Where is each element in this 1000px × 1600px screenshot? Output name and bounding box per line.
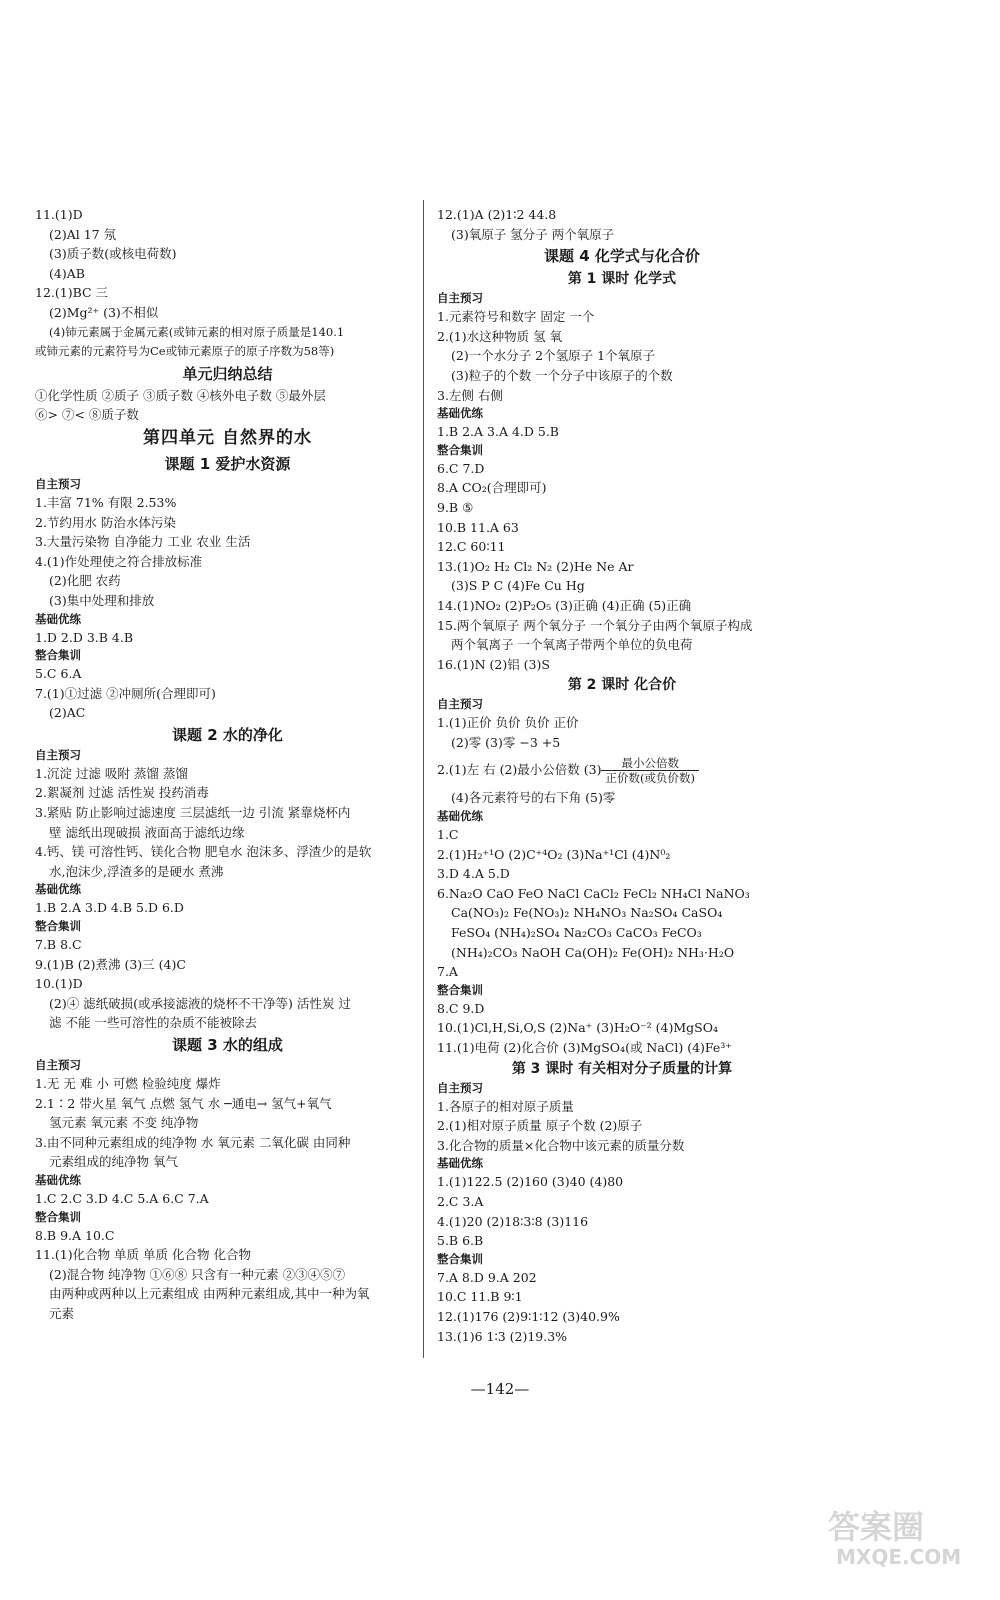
answer-line: 13.(1)6 1∶3 (2)19.3% <box>437 1328 568 1344</box>
period-title: 第 2 课时 化合价 <box>567 677 677 694</box>
answer-line: 12.C 60∶11 <box>437 539 506 555</box>
answer-line: (2)Al 17 氖 <box>49 226 117 242</box>
answer-line: 12.(1)176 (2)9∶1∶12 (3)40.9% <box>437 1308 620 1324</box>
answer-line: 10.C 11.B 9∶1 <box>437 1289 523 1305</box>
answer-line: (2)化肥 农药 <box>49 573 121 589</box>
section-label: 基础优练 <box>437 1156 483 1171</box>
answer-line: 10.(1)Cl,H,Si,O,S (2)Na⁺ (3)H₂O⁻² (4)MgSO₄ <box>437 1020 718 1036</box>
answer-line: 9.(1)B (2)煮沸 (3)三 (4)C <box>35 956 186 972</box>
answer-line: 由两种或两种以上元素组成 由两种元素组成,其中一种为氧 <box>49 1286 370 1302</box>
answer-line: 15.两个氧原子 两个氧分子 一个氧分子由两个氧原子构成 <box>437 617 753 633</box>
answer-line: 水,泡沫少,浮渣多的是硬水 煮沸 <box>49 863 224 879</box>
answer-line: 滤 不能 一些可溶性的杂质不能被除去 <box>49 1015 257 1031</box>
answer-line: 2.(1)水这种物质 氢 氧 <box>437 328 563 344</box>
section-label: 自主预习 <box>437 697 483 712</box>
answer-line: 5.B 6.B <box>437 1233 484 1249</box>
answer-line: ①化学性质 ②质子 ③质子数 ④核外电子数 ⑤最外层 <box>35 387 326 403</box>
answer-line: 氢元素 氧元素 不变 纯净物 <box>49 1115 199 1131</box>
answer-line: Ca(NO₃)₂ Fe(NO₃)₂ NH₄NO₃ Na₂SO₄ CaSO₄ <box>451 905 723 921</box>
answer-line: 1.(1)122.5 (2)160 (3)40 (4)80 <box>437 1174 624 1190</box>
answer-line: 6.C 7.D <box>437 460 485 476</box>
answer-line: 8.B 9.A 10.C <box>35 1227 115 1243</box>
answer-text: 2.(1)左 右 (2)最小公倍数 (3) <box>437 762 602 778</box>
section-label: 基础优练 <box>35 882 81 897</box>
section-label: 自主预习 <box>35 476 81 491</box>
svg-text:MXQE.COM: MXQE.COM <box>836 1545 962 1569</box>
section-label: 整合集训 <box>437 442 483 457</box>
section-label: 自主预习 <box>437 1080 483 1095</box>
answer-line: 8.C 9.D <box>437 1000 485 1016</box>
answer-line: 11.(1)D <box>35 207 83 222</box>
lesson-title: 课题 1 爱护水资源 <box>164 454 291 473</box>
section-label: 基础优练 <box>437 406 483 421</box>
lesson-title: 单元归纳总结 <box>182 364 273 383</box>
answer-line: 1.丰富 71% 有限 2.53% <box>35 494 177 510</box>
answer-line: 12.(1)BC 三 <box>35 285 109 301</box>
period-title: 第 1 课时 化学式 <box>567 271 677 288</box>
svg-text:答案圈: 答案圈 <box>828 1508 925 1546</box>
answer-line: 壁 滤纸出现破损 液面高于滤纸边缘 <box>49 824 245 840</box>
page-number: —142— <box>470 1380 530 1398</box>
answer-line: 元素 <box>49 1305 75 1321</box>
answer-line: (2)Mg²⁺ (3)不相似 <box>49 304 159 320</box>
column-divider <box>423 200 424 1358</box>
answer-line: 2.(1)H₂⁺¹O (2)C⁺⁴O₂ (3)Na⁺¹Cl (4)N⁰₂ <box>437 846 671 862</box>
answer-line: 14.(1)NO₂ (2)P₂O₅ (3)正确 (4)正确 (5)正确 <box>437 597 692 613</box>
right-column <box>437 205 807 1346</box>
answer-line: 11.(1)化合物 单质 单质 化合物 化合物 <box>35 1247 251 1263</box>
answer-line: 16.(1)N (2)铝 (3)S <box>437 656 550 672</box>
left-column <box>35 205 420 1324</box>
answer-line: 4.(1)20 (2)18∶3∶8 (3)116 <box>437 1213 589 1229</box>
answer-line: 或铈元素的元素符号为Ce或铈元素原子的原子序数为58等) <box>35 344 335 359</box>
answer-line: 元素组成的纯净物 氧气 <box>49 1154 178 1170</box>
answer-line: 10.B 11.A 63 <box>437 519 519 535</box>
answer-line: (2)零 (3)零 −3 +5 <box>451 734 561 750</box>
section-label: 整合集训 <box>437 1251 483 1266</box>
section-label: 基础优练 <box>35 1172 81 1187</box>
answer-line: (4)AB <box>49 265 85 281</box>
answer-line: 两个氧离子 一个氧离子带两个单位的负电荷 <box>451 637 693 653</box>
section-label: 整合集训 <box>35 648 81 663</box>
answer-line: 6.Na₂O CaO FeO NaCl CaCl₂ FeCl₂ NH₄Cl NaNO₃ <box>437 885 750 901</box>
answer-line: 7.A 8.D 9.A 202 <box>437 1269 537 1285</box>
section-label: 自主预习 <box>437 291 483 306</box>
answer-line-fraction <box>437 752 807 788</box>
answer-line: (4)铈元素属于金属元素(或铈元素的相对原子质量是140.1 <box>49 324 345 339</box>
answer-line: (3)粒子的个数 一个分子中该原子的个数 <box>451 367 673 383</box>
answer-line: 3.左侧 右侧 <box>437 387 503 403</box>
answer-line: 1.各原子的相对原子质量 <box>437 1098 574 1114</box>
section-label: 自主预习 <box>35 747 81 762</box>
answer-line: 1.C 2.C 3.D 4.C 5.A 6.C 7.A <box>35 1190 209 1206</box>
answer-line: 1.B 2.A 3.D 4.B 5.D 6.D <box>35 900 184 916</box>
answer-line: 7.(1)①过滤 ②冲厕所(合理即可) <box>35 685 216 701</box>
answer-line: 5.C 6.A <box>35 666 82 682</box>
section-label: 整合集训 <box>437 982 483 997</box>
unit-title: 第四单元 自然界的水 <box>143 427 312 448</box>
answer-line: 12.(1)A (2)1∶2 44.8 <box>437 207 557 222</box>
answer-line: 7.A <box>437 964 458 980</box>
fraction-numerator: 最小公倍数 <box>601 756 698 771</box>
answer-line: (3)S P C (4)Fe Cu Hg <box>451 578 585 594</box>
answer-line: (NH₄)₂CO₃ NaOH Ca(OH)₂ Fe(OH)₂ NH₃·H₂O <box>451 944 735 960</box>
answer-line: 1.沉淀 过滤 吸附 蒸馏 蒸馏 <box>35 765 188 781</box>
answer-line: 13.(1)O₂ H₂ Cl₂ N₂ (2)He Ne Ar <box>437 558 634 574</box>
answer-line: 3.化合物的质量×化合物中该元素的质量分数 <box>437 1137 685 1153</box>
answer-line: 2.1∶2 带火星 氧气 点燃 氢气 水 ─通电→ 氢气+氧气 <box>35 1095 332 1111</box>
fraction <box>601 756 698 785</box>
section-label: 基础优练 <box>437 809 483 824</box>
section-label: 自主预习 <box>35 1058 81 1072</box>
answer-line: (2)AC <box>49 705 86 721</box>
answer-line: 1.(1)正价 负价 负价 正价 <box>437 715 579 731</box>
answer-line: (3)氧原子 氢分子 两个氧原子 <box>451 226 615 242</box>
answer-line: (3)集中处理和排放 <box>49 592 155 608</box>
answer-line: 2.C 3.A <box>437 1193 484 1209</box>
watermark-logo <box>822 1500 982 1570</box>
section-label: 基础优练 <box>35 611 81 626</box>
answer-line: FeSO₄ (NH₄)₂SO₄ Na₂CO₃ CaCO₃ FeCO₃ <box>451 925 702 941</box>
answer-line: 1.无 无 难 小 可燃 检验纯度 爆炸 <box>35 1076 221 1091</box>
answer-line: 9.B ⑤ <box>437 499 474 515</box>
answer-line: (4)各元素符号的右下角 (5)零 <box>451 790 616 806</box>
answer-line: (2)④ 滤纸破损(或承接滤液的烧杯不干净等) 活性炭 过 <box>49 995 351 1011</box>
section-label: 整合集训 <box>35 1209 81 1224</box>
answer-line: 11.(1)电荷 (2)化合价 (3)MgSO₄(或 NaCl) (4)Fe³⁺ <box>437 1040 732 1055</box>
answer-line: 4.(1)作处理使之符合排放标准 <box>35 553 203 569</box>
answer-line: 3.大量污染物 自净能力 工业 农业 生活 <box>35 534 251 550</box>
answer-line: 3.D 4.A 5.D <box>437 866 510 882</box>
lesson-title: 课题 3 水的组成 <box>172 1036 283 1054</box>
answer-line: 4.钙、镁 可溶性钙、镁化合物 肥皂水 泡沫多、浮渣少的是软 <box>35 844 372 860</box>
answer-line: 1.D 2.D 3.B 4.B <box>35 629 134 645</box>
fraction-denominator: 正价数(或负价数) <box>605 771 695 786</box>
answer-line: 3.由不同种元素组成的纯净物 水 氧元素 二氧化碳 由同种 <box>35 1134 351 1150</box>
answer-line: 7.B 8.C <box>35 937 82 953</box>
answer-line: (3)质子数(或核电荷数) <box>49 246 177 262</box>
answer-line: 1.元素符号和数字 固定 一个 <box>437 309 595 325</box>
period-title: 第 3 课时 有关相对分子质量的计算 <box>511 1060 733 1077</box>
answer-line: 3.紧贴 防止影响过滤速度 三层滤纸一边 引流 紧靠烧杯内 <box>35 805 351 821</box>
lesson-title: 课题 4 化学式与化合价 <box>544 247 700 266</box>
answer-line: (2)混合物 纯净物 ①⑥⑧ 只含有一种元素 ②③④⑤⑦ <box>49 1266 346 1282</box>
answer-line: 1.B 2.A 3.A 4.D 5.B <box>437 424 559 440</box>
answer-line: 1.C <box>437 827 459 843</box>
answer-line: 2.絮凝剂 过滤 活性炭 投药消毒 <box>35 785 209 801</box>
answer-line: ⑥> ⑦< ⑧质子数 <box>35 407 139 423</box>
section-label: 整合集训 <box>35 919 81 934</box>
answer-line: 10.(1)D <box>35 976 83 992</box>
answer-line: 8.A CO₂(合理即可) <box>437 480 547 496</box>
answer-line: 2.(1)相对原子质量 原子个数 (2)原子 <box>437 1118 643 1134</box>
answer-line: (2)一个水分子 2个氢原子 1个氧原子 <box>451 348 656 364</box>
lesson-title: 课题 2 水的净化 <box>172 725 283 744</box>
answer-line: 2.节约用水 防治水体污染 <box>35 514 176 530</box>
